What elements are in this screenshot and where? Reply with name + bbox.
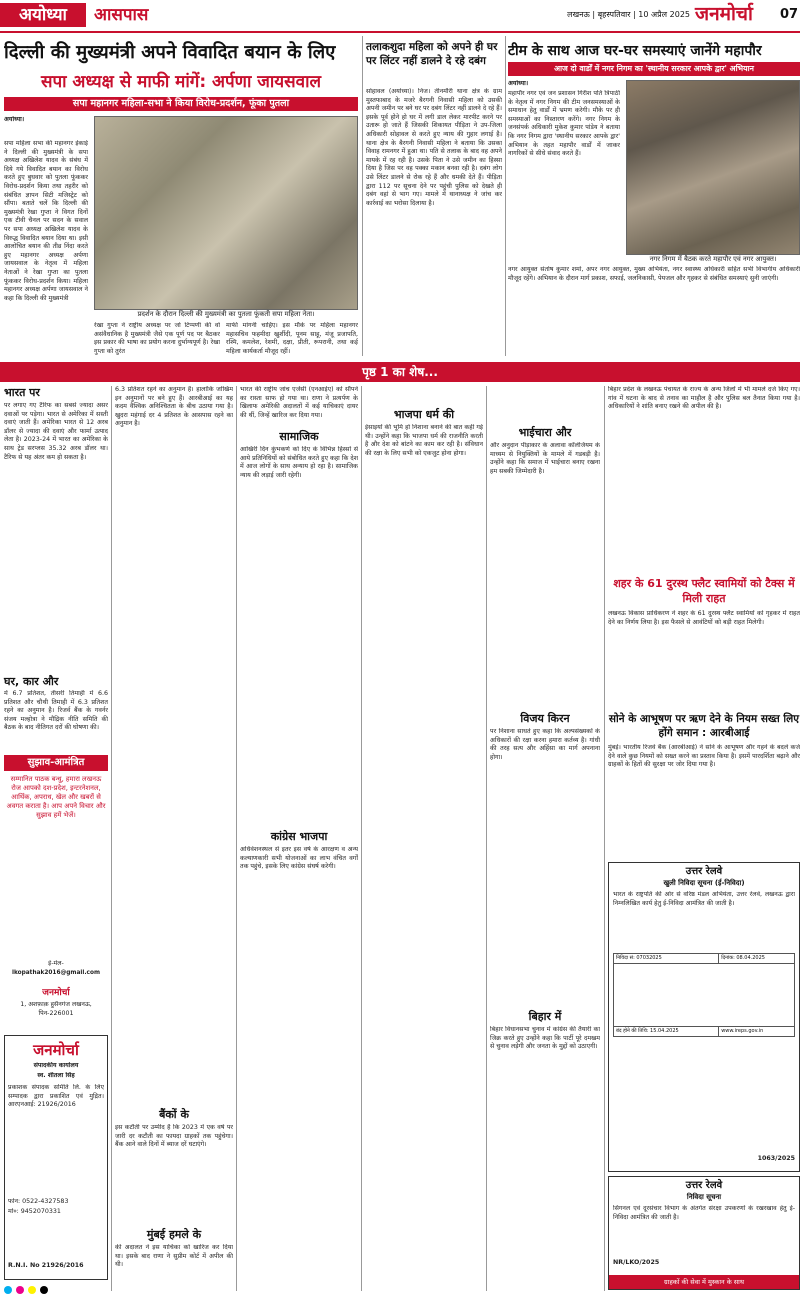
jump-body-baink: इस कटौती पर उम्मीद है कि 2023 में एक वर्ष पर जारी दर कटौती का फायदा ग्राहकों तक पहुंचेगा। बैंक आने वाले दिनों में ब्याज दरें घटाएंगे। [115, 1124, 233, 1149]
jump-body-col5: बिहार प्रदेश के लखनऊ पंचायत के राज्य के अन्य जिलों में भी मामले दर्ज किए गए। गांव में घटना के बाद से तनाव का माहौल है और पुलिस बल तैनात किया गया है। अधिकारियों ने शांति बनाए रखने की अपील की है। [608, 386, 800, 411]
jump-title-ghar: घर, कार और [4, 675, 59, 688]
lead-headline: दिल्ली की मुख्यमंत्री अपने विवादित बयान के लिए [4, 42, 336, 63]
story3-body-cont: नगर आयुक्त संतोष कुमार शर्मा, अपर नगर आयुक्त, मुख्य अभियंता, नगर स्वास्थ्य अधिकारी सहित सभी विभागीय अधिकारी मौजूद रहेंगे। अभियान के दौरान मार्ग प्रकाश, सफाई, जलनिकासी, पेयजल और गृहकर से संबंधित समस्याएं सुनी जाएंगी। [508, 266, 800, 282]
jump-title-bharat: भारत पर [4, 386, 40, 399]
tender-text: भारत के राष्ट्रपति की ओर से वरिष्ठ मंडल अभियंता, उत्तर रेलवे, लखनऊ द्वारा निम्नलिखित कार्य हेतु ई-निविदा आमंत्रित की जाती है। [613, 891, 795, 907]
jump-body-bhaichara: और अनुदान पीड़ाकार के अलावा कॉलेजियम के माध्यम से नियुक्तियों के मामले में गडबड़ी है। उन्होंने कहा कि समाज में भाईचारा बनाए रखना हम सबकी जिम्मेदारी है। [490, 442, 600, 475]
story3-dateline: अयोध्या। [508, 80, 529, 87]
jump-body-dharm: ईसाइयों की भूमि हो निशाना बनाने की बात कही गई थी। उन्होंने कहा कि भाजपा धर्म की राजनीति करती है और देश को बांटने का काम कर रही है। संविधान की रक्षा के लिए सभी को एकजुट होना होगा। [365, 424, 483, 457]
railway-ad-1 [608, 862, 800, 1172]
dateline: लखनऊ | बृहस्पतिवार | 10 अप्रैल 2025 [567, 10, 690, 19]
brand-rni: R.N.I. No 21926/2016 [8, 1262, 84, 1269]
lead-body-col2: रेखा गुप्ता ने राष्ट्रीय अध्यक्ष पर जो टिप्पणी की वो असंवैधानिक है मुख्यमंत्री जैसे एक पूर्ण पद पर बैठकर इस प्रकार की भाषा का प्रयोग करना दुर्भाग्यपूर्ण है। रेखा गुप्ता को तुरंत [94, 322, 220, 355]
header-rule [0, 31, 800, 33]
tender2-text: सिगनल एवं दूरसंचार विभाग के अंतर्गत संरक्षा उपकरणों के रखरखाव हेतु ई-निविदा आमंत्रित की जाती है। [613, 1205, 795, 1221]
story3-body: महापौर नगर एवं जन प्रशासन गिरीश पति त्रिपाठी के नेतृत्व में नगर निगम की टीम जनसमस्याओं के समाधान हेतु वार्डों में भ्रमण करेगी। मौके पर ही समस्याओं का निस्तारण करेंगे। नगर निगम के जनसंपर्क अधिकारी मुकेश कुमार पांडेय ने बताया कि नगर निगम द्वारा 'स्थानीय सरकार आपके द्वार' अभियान के तहत महापौर वार्डों में जाकर नागरिकों से सीधे संवाद करते हैं। [508, 90, 620, 158]
ad-footer: ग्राहकों की सेवा में मुस्कान के साथ [609, 1275, 799, 1289]
jump-title-baink: बैंकों के [159, 1108, 189, 1121]
jump-body-col2: 6.3 प्रतिशत रहने का अनुमान है। हालांकि जोखिम इन अनुमानों पर बने हुए हैं। आरबीआई का यह कदम वैश्विक अनिश्चितता के बीच उठाया गया है। खुदरा महंगाई दर 4 प्रतिशत के आसपास रहने का अनुमान है। [115, 386, 233, 428]
jump-title-dharm: भाजपा धर्म की [393, 408, 455, 421]
cmyk-cyan [4, 1286, 12, 1294]
jump-body-ghar: में 6.7 प्रतिशत, तीसरी तिमाही में 6.6 प्रतिशत और चौथी तिमाही में 6.3 प्रतिशत रहने का अनुमान है। रिजर्व बैंक के गवर्नर संजय मल्होत्रा ने मौद्रिक नीति समिति की बैठक के बाद नीतिगत दरों की घोषणा की। [4, 690, 108, 732]
suggestion-address: 1, अशफ़ाक़ हुसैनगंज लखनऊ, पिन-226001 [20, 1001, 92, 1017]
section-label: आसपास [94, 5, 149, 25]
railway-ad-2 [608, 1176, 800, 1290]
brand-box [4, 1035, 108, 1280]
suggestion-signoff: जनमोर्चा [42, 988, 70, 998]
lead-dateline: अयोध्या। [4, 116, 25, 123]
brand-editor: स्व. शीतला सिंह [37, 1072, 75, 1079]
tender-site[interactable]: www.ireps.gov.in [719, 1027, 795, 1037]
masthead: जनमोर्चा [695, 3, 753, 25]
tender-ref: 1063/2025 [757, 1155, 795, 1162]
sona-headline: सोने के आभूषण पर ऋण देने के नियम सख्त लिए होंगे समान : आरबीआई [608, 713, 800, 739]
railway-name-2: उत्तर रेलवे [685, 1180, 723, 1191]
registration-marks [0, 1285, 800, 1295]
suggestion-title: सुझाव-आमंत्रित [4, 755, 108, 771]
story2-body: सोहावल (अयोध्या)। निज। तीनमौरी थाना क्षेत्र के ग्राम मुस्तफाबाद के मजरे बैरगनी निवासी महिला को उसकी अपनी जमीन पर बने घर पर दबंग लिंटर नहीं डालने दे रहे हैं। इसके पूर्व होने हो घर में लगी डाल लेकर मारपीट करने पर उतारू हो जाते हैं जिसकी शिकायत पीड़िता ने उप-जिला अधिकारी सोहावल से करते हुए न्याय की गुहार लगाई है। थाना क्षेत्र के बैरगनी निवासी महिला ने बताया कि उसका विवाह रामनगर में हुआ था। पति से तलाक के बाद वह अपने मायके में रह रही है। उसके पिता ने उसे जमीन का हिस्सा दिया है जिस पर वह पक्का मकान बनवा रही है। दबंग लोग उसे लिंटर डालने से रोक रहे हैं और धमकी देते हैं। पीड़िता द्वारा 112 पर सूचना देने पर पहुंची पुलिस को देखते ही दबंग वहां से भाग गए। मामले में थानाध्यक्ष ने जांच कर कार्रवाई का भरोसा दिलाया है। [366, 88, 502, 207]
brand-sub: संपादकीय कार्यालय [33, 1062, 79, 1069]
brand-mobile: मो०: 9452070331 [8, 1208, 61, 1215]
tender-table [613, 953, 795, 1103]
jump-body-col3: भारत की राष्ट्रीय जांच एजेंसी (एनआईए) को सौंपने का रास्ता साफ हो गया था। राणा ने प्रत्यर्पण के खिलाफ अमेरिकी अदालतों में कई याचिकाएं दायर की थीं, जिन्हें खारिज कर दिया गया। [240, 386, 358, 419]
rule [361, 386, 362, 1291]
jump-title-vijay: विजय किरन [520, 712, 570, 725]
suggestion-text: सम्मानित पाठक बन्धु, हमारा लखनऊ रोज आपको दश-प्रदेश, इन्टरनेशनल, आर्थिक, अपराध, खेल और खबरों से अवगत कराता है। आप अपने विचार और सुझाव हमें भेजें। [6, 775, 106, 819]
brand-phone: फोन: 0522-4327583 [8, 1198, 69, 1205]
tender-closing: बंद होने की तिथि: 15.04.2025 [614, 1027, 719, 1037]
jump-banner: पृष्ठ 1 का शेष... [0, 362, 800, 382]
brand-imprint: प्रकाशक संपादक समिति लि. के लिए सम्पादक द्वारा प्रकाशित एवं मुद्रित। आरएनआई: 21926/2016 [8, 1084, 104, 1109]
jump-title-bihar: बिहार में [528, 1010, 562, 1023]
car-headline: शहर के 61 दुरस्थ फ्लैट स्वामियों को टैक्स में मिली राहत [613, 577, 795, 605]
jump-title-congress: कांग्रेस भाजपा [270, 830, 328, 843]
jump-title-samajik: सामाजिक [240, 430, 358, 443]
suggestion-box [4, 755, 108, 1285]
rule [505, 36, 506, 356]
jump-body-congress: अधिवेशनस्थल से इतर इस वर्ष के आरक्षण व अन्य कल्याणकारी सभी योजनाओं का लाभ वंचित वर्गों तक पहुंचे, इसके लिए कांग्रेस संघर्ष करेगी। [240, 846, 358, 871]
rule [486, 386, 487, 1291]
cmyk-yellow [28, 1286, 36, 1294]
cmyk-magenta [16, 1286, 24, 1294]
jump-body-samajik: आखिरी दिन कुंभकर्ण को दिए के विभिन्न हिस्सों से आये प्रतिनिधियों को संबोधित करते हुए कहा कि देश में आज लोगों के साथ अन्याय हो रहा है। सामाजिक न्याय की लड़ाई जारी रहेगी। [240, 446, 358, 826]
lead-body-col1: सपा महिला सभा की महानगर ईकाई ने दिल्ली की मुख्यमंत्री के सपा अध्यक्ष अखिलेश यादव के संबंध में दिये गये विवादित बयान का विरोध करते हुए बुधवार को पुतला फूंककर विरोध-प्रदर्शन किया तथा तहरीर को संबंधित ज्ञापन सिटी मजिस्ट्रेट को सौंपा। बताते चलें कि दिल्ली की मुख्यमंत्री रेखा गुप्ता ने विगत दिनों एक टीवी चैनल पर सदन के सवाल पर सपा अध्यक्ष अखिलेश यादव के विरुद्ध विवादित बयान दिया था। इसी आलोचित बयान की तीव्र निंदा करते हुए महानगर अध्यक्ष अर्पणा जायसवाल के नेतृत्व में महिला नेताओं ने रेखा गुप्ता का पुतला फूंककर विरोध-प्रदर्शन किया। महिला महानगर अध्यक्ष अर्पणा जायसवाल ने कहा कि दिल्ली की मुख्यमंत्री [4, 140, 88, 302]
tender2-title: निविदा सूचना [686, 1193, 722, 1201]
story2-headline: तलाकशुदा महिला को अपने ही घर पर लिंटर नहीं डालने दे रहे दबंग [366, 41, 498, 67]
sona-body: मुंबई। भारतीय रिजर्व बैंक (आरबीआई) ने सोने के आभूषण और गहने के बदले कर्ज देने वाले कुछ नियमों को सख्त करने का प्रस्ताव किया है। इसमें पारदर्शिता बढ़ाने और ग्राहकों के हितों की सुरक्षा पर जोर दिया गया है। [608, 744, 800, 769]
tender-table-blank [614, 964, 795, 1027]
lead-photo-caption: प्रदर्शन के दौरान दिल्ली की मुख्यमंत्री का पुतला फूंकती सपा महिला नेता। [137, 310, 315, 318]
rule [604, 386, 605, 1291]
section-city: अयोध्या [0, 3, 86, 27]
lead-photo [94, 116, 358, 310]
story3-photo [626, 80, 800, 255]
rule [111, 386, 112, 1291]
jump-body-mumbai: की अदालत ने इस याचिका को खारिज कर दिया था। इसके बाद राणा ने सुप्रीम कोर्ट में अपील की थी। [115, 1244, 233, 1269]
jump-title-bhaichara: भाईचारा और [518, 426, 572, 439]
tender-no: निविदा सं: 07032025 [614, 954, 719, 964]
lead-body-col3: माफी मांगनी चाहिए। इस मौके पर महिला महानगर महासचिव फहमीदा खुर्शीदी, पूनम साहू, मंजू प्रजापति, रश्मि, कमलेश, रेशमी, दक्षा, प्रीती, रूपरानी, तथा कई महिला कार्यकर्ता मौजूद रहीं। [226, 322, 358, 355]
railway-name: उत्तर रेलवे [685, 866, 723, 877]
story3-headline: टीम के साथ आज घर-घर समस्याएं जानेंगे महापौर [508, 43, 762, 59]
car-body: लखनऊ विकास प्राधिकरण ने शहर के 61 दुरस्थ फ्लैट स्वामियों को गृहकर में राहत देने का निर्णय लिया है। इस फैसले से आवंटियों को बड़ी राहत मिलेगी। [608, 610, 800, 626]
jump-body-bihar: बिहार विधानसभा चुनाव में कांग्रेस की तैयारी का जिक्र करते हुए उन्होंने कहा कि पार्टी पूरे दमखम से चुनाव लड़ेगी और जनता के मुद्दों को उठाएगी। [490, 1026, 600, 1051]
lead-subheadline: सपा अध्यक्ष से माफी मांगें: अर्पणा जायसवाल [40, 72, 322, 92]
page-number: 07 [779, 7, 799, 22]
rule [362, 36, 363, 356]
rule [236, 386, 237, 1291]
suggestion-email: lkopathak2016@gmail.com [11, 970, 101, 976]
lead-strap: सपा महानगर महिला-सभा ने किया विरोध-प्रदर्शन, फूंका पुतला [4, 97, 358, 111]
tender-date: दिनांक: 08.04.2025 [719, 954, 795, 964]
story3-strap: आज दो वार्डों में नगर निगम का 'स्थानीय सरकार आपके द्वार' अभियान [508, 62, 800, 76]
section-header [0, 0, 800, 30]
jump-title-mumbai: मुंबई हमले के [146, 1228, 202, 1241]
tender2-ref: NR/LKO/2025 [613, 1259, 660, 1266]
cmyk-black [40, 1286, 48, 1294]
brand-logo: जनमोर्चा [33, 1041, 79, 1059]
suggestion-email-label: ई-मेल- [48, 960, 64, 967]
jump-body-bharat: पर लगाए गए टैरिफ का सबसे ज्यादा असर दवाओं पर पड़ेगा। भारत से अमेरिका में सस्ती दवाएं जाती हैं। अमेरिका भारत से 12 अरब डॉलर से ज्यादा की दवाएं और फार्मा उत्पाद लेता है। 2023-24 में भारत का अमेरिका के साथ ट्रेड सरप्लस 35.32 अरब डॉलर था। टैरिफ से यह अंतर कम हो सकता है। [4, 402, 108, 461]
jump-body-vijay: पर निशाना साधते हुए कहा कि अल्पसंख्यकों के अधिकारों की रक्षा करना हमारा कर्तव्य है। गांधी की तरह सत्य और अहिंसा का मार्ग अपनाना होगा। [490, 728, 600, 761]
tender-title: खुली निविदा सूचना (ई-निविदा) [663, 879, 745, 887]
story3-photo-caption: नगर निगम में बैठक करते महापौर एवं नगर आयुक्त। [649, 255, 777, 263]
